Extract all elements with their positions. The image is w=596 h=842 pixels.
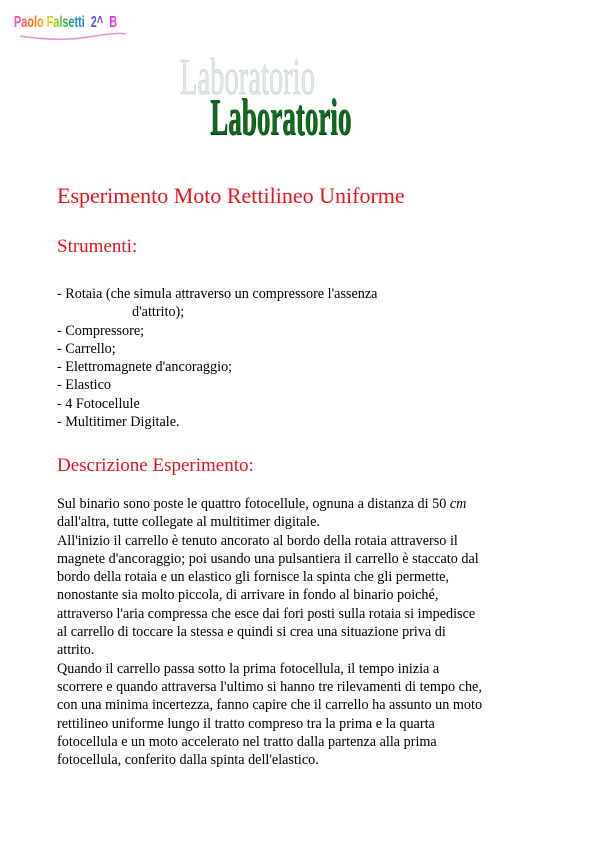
paragraph-line: fotocellula, conferito dalla spinta dell'elastico. [57,752,319,769]
line-text: Sul binario sono poste le quattro fotocellule, ognuna a distanza di 50 [57,496,450,512]
paragraph-line: nonostante sia molto piccola, di arrivare in fondo al binario poiché, [57,587,439,604]
paragraph-line: bordo della rotaia e un elastico gli fornisce la spinta che gli permette, [57,569,449,586]
paragraph-line: scorrere e quando attraversa l'ultimo si hanno tre rilevamenti di tempo che, [57,678,482,695]
paragraph-line: con una minima incertezza, fanno capire che il carrello ha assunto un moto [57,697,483,714]
author-wordart: Paolo Falsetti 2^ B [14,14,118,31]
paragraph-line: al carrello di toccare la stessa e quindi si crea una situazione priva di [57,624,446,641]
list-item: - Elettromagnete d'ancoraggio; [57,359,233,376]
paragraph-line: magnete d'ancoraggio; poi usando una pulsantiera il carrello è staccato dal [57,550,479,567]
laboratorio-logo [180,49,352,152]
list-item: - Carrello; [57,340,116,357]
paragraph-line: fotocellula e un moto accelerato nel tratto dalla partenza alla prima [57,733,437,750]
logo-shadow-text: Laboratorio [180,49,315,106]
list-item: - Compressore; [57,322,145,339]
list-item: - Elastico [57,377,111,394]
document-title: Esperimento Moto Rettilineo Uniforme [57,183,405,208]
description-paragraph [57,495,547,769]
paragraph-line: Quando il carrello passa sotto la prima fotocellula, il tempo inizia a [57,660,440,677]
instruments-heading: Strumenti: [57,236,138,257]
paragraph-line [57,495,547,513]
unit-cm: cm [449,496,467,512]
wordart-swoosh-decoration [18,28,128,42]
paragraph-line: All'inizio il carrello è tenuto ancorato al bordo della rotaia attraverso il [57,532,458,549]
list-item: - Rotaia (che simula attraverso un compressore l'assenza [57,286,378,302]
paragraph-line: attraverso l'aria compressa che esce dai fori posti sulla rotaia si impedisce [57,605,476,622]
list-item: - Multitimer Digitale. [57,414,180,431]
logo-main-text: Laboratorio [210,89,352,146]
paragraph-line: dall'altra, tutte collegate al multitimer digitale. [57,514,320,531]
description-heading: Descrizione Esperimento: [57,455,254,476]
list-item: - 4 Fotocellule [57,395,140,412]
list-item: d'attrito); [132,304,185,321]
instruments-list [57,285,497,431]
paragraph-line: attrito. [57,642,95,659]
paragraph-line: rettilineo uniforme lungo il tratto compreso tra la prima e la quarta [57,715,435,732]
